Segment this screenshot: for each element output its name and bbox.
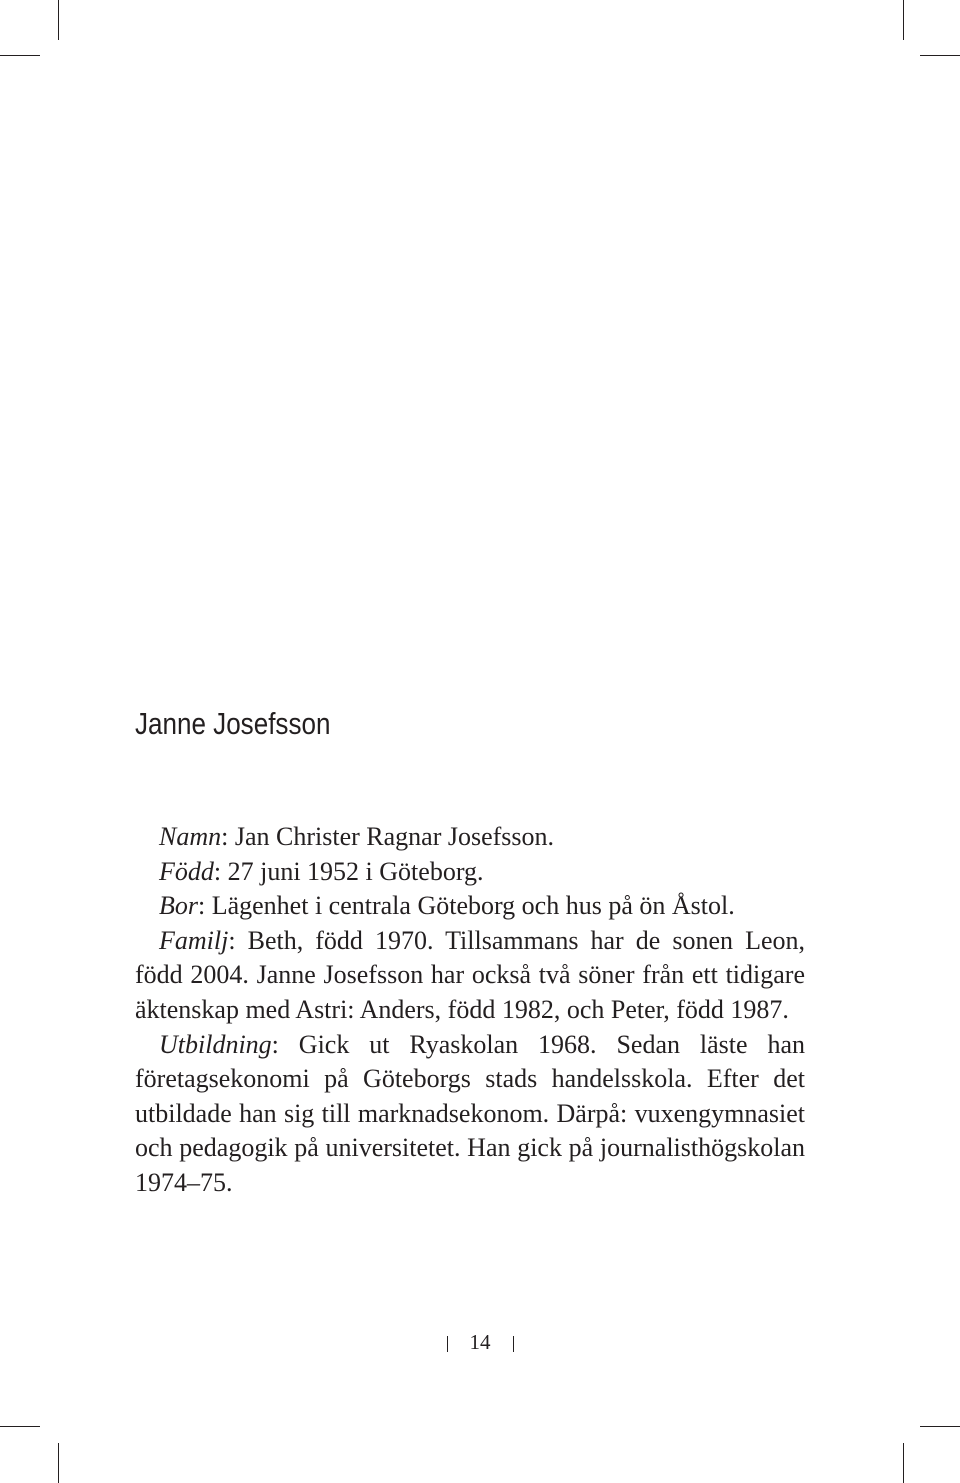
page-number: 14 (469, 1330, 491, 1354)
entry-label: Född (159, 856, 214, 886)
entry-label: Familj (159, 925, 229, 955)
entry-text: : Lägenhet i centrala Göteborg och hus på ön Åstol. (198, 891, 735, 921)
fact-box (135, 820, 805, 1201)
folio-divider-left (447, 1336, 448, 1352)
crop-mark-top-right-vertical (903, 0, 904, 40)
entry-utbildning (135, 1028, 805, 1201)
crop-mark-bottom-left-horizontal (0, 1426, 40, 1427)
entry-text: : Beth, född 1970. Tillsammans har de sonen Leon, född 2004. Janne Josefsson har också två söner från ett tidigare äktenskap med Astri: Anders, född 1982, och Peter, född 1987. (135, 925, 805, 1024)
entry-text: : Jan Christer Ragnar Josefsson. (221, 822, 555, 851)
entry-fodd (135, 855, 805, 890)
crop-mark-bottom-right-horizontal (920, 1426, 960, 1427)
crop-mark-bottom-left-vertical (58, 1443, 59, 1483)
chapter-heading: Janne Josefsson (135, 706, 331, 741)
folio-divider-right (513, 1336, 514, 1352)
crop-mark-bottom-right-vertical (903, 1443, 904, 1483)
crop-mark-top-left-vertical (58, 0, 59, 40)
entry-namn (135, 820, 805, 855)
entry-text: : Gick ut Ryaskolan 1968. Sedan läste han företagsekonomi på Göteborgs stads handelsskola. Efter det utbildade han sig till marknadsekonom. Därpå: vuxengymnasiet och pedagogik på universitetet. Han gick på journalisthögskolan 1974–75. (135, 1029, 805, 1197)
entry-bor (135, 889, 805, 924)
crop-mark-top-left-horizontal (0, 55, 40, 56)
crop-mark-top-right-horizontal (920, 55, 960, 56)
entry-label: Namn (159, 822, 222, 851)
page-footer (0, 1328, 960, 1356)
entry-label: Bor (159, 891, 198, 921)
entry-familj (135, 924, 805, 1028)
entry-text: : 27 juni 1952 i Göteborg. (213, 856, 484, 886)
entry-label: Utbildning (159, 1029, 272, 1059)
